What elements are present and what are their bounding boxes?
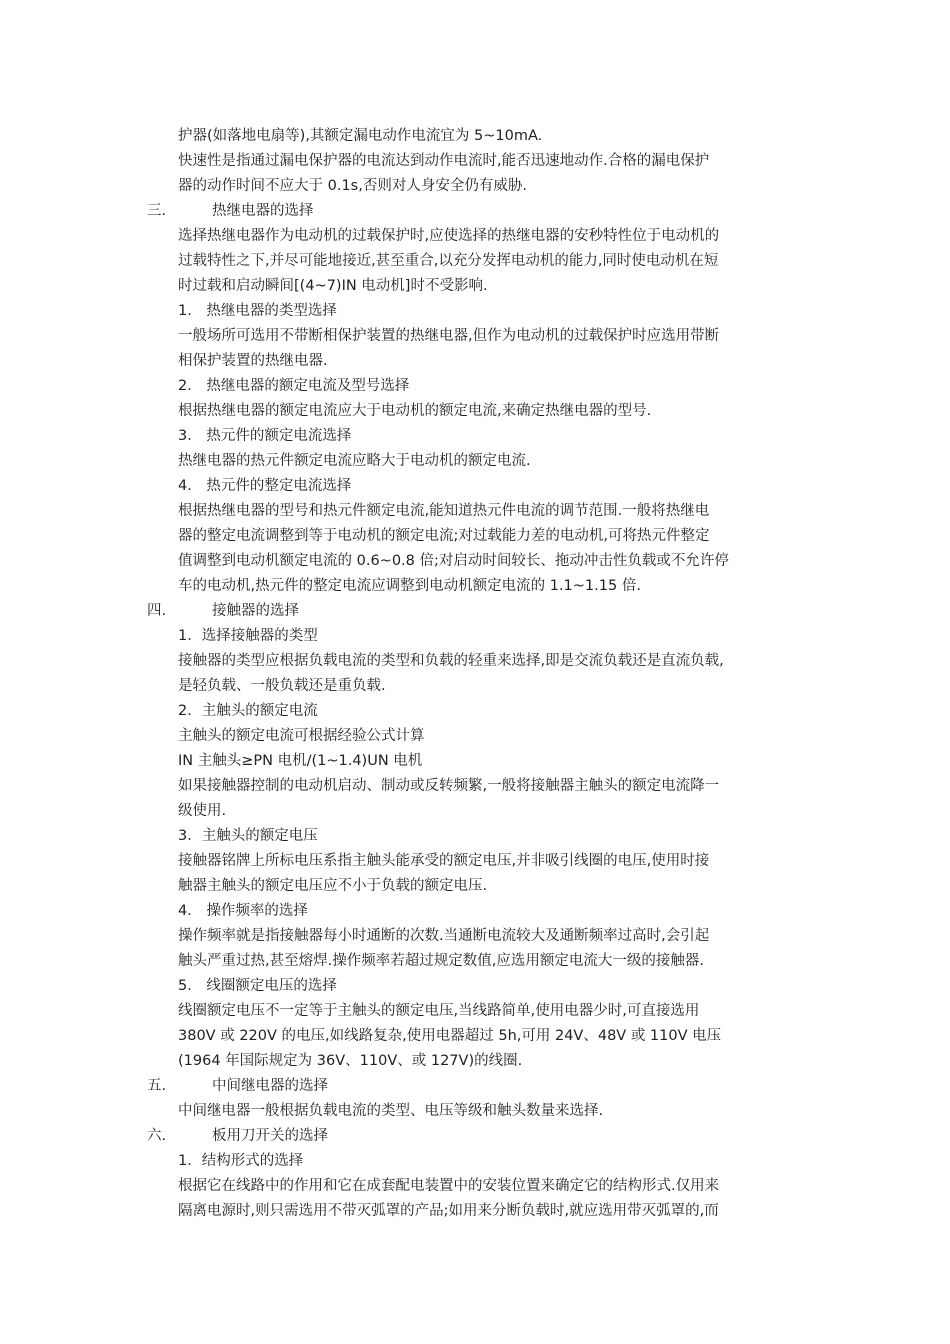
paragraph-line: 值调整到电动机额定电流的 0.6~0.8 倍;对启动时间较长、拖动冲击性负载或不允许停 bbox=[178, 553, 729, 569]
paragraph-line: 触器主触头的额定电压应不小于负载的额定电压. bbox=[178, 878, 488, 894]
paragraph-line: 相保护装置的热继电器. bbox=[178, 353, 328, 369]
paragraph-line: 根据热继电器的型号和热元件额定电流,能知道热元件电流的调节范围.一般将热继电 bbox=[178, 503, 710, 519]
section-title: 接触器的选择 bbox=[212, 603, 299, 619]
paragraph-line: 护器(如落地电扇等),其额定漏电动作电流宜为 5~10mA. bbox=[178, 128, 543, 144]
section-heading-5 bbox=[0, 1074, 950, 1099]
paragraph-line: 车的电动机,热元件的整定电流应调整到电动机额定电流的 1.1~1.15 倍. bbox=[178, 578, 641, 594]
formula-line: IN 主触头≥PN 电机/(1~1.4)UN 电机 bbox=[178, 753, 423, 769]
paragraph-line: 过载特性之下,并尽可能地接近,甚至重合,以充分发挥电动机的能力,同时使电动机在短 bbox=[178, 253, 719, 269]
section-number: 六. bbox=[147, 1128, 167, 1144]
paragraph-line: 主触头的额定电流可根据经验公式计算 bbox=[178, 728, 425, 744]
paragraph-line: 选择热继电器作为电动机的过载保护时,应使选择的热继电器的安秒特性位于电动机的 bbox=[178, 228, 720, 244]
paragraph-line: 器的整定电流调整到等于电动机的额定电流;对过载能力差的电动机,可将热元件整定 bbox=[178, 528, 710, 544]
section-heading-3 bbox=[0, 199, 950, 224]
paragraph-line: 触头严重过热,甚至熔焊.操作频率若超过规定数值,应选用额定电流大一级的接触器. bbox=[178, 953, 704, 969]
subheading-line: 4． 热元件的整定电流选择 bbox=[178, 478, 352, 494]
subheading-line: 1．选择接触器的类型 bbox=[178, 628, 318, 644]
section-heading-4 bbox=[0, 599, 950, 624]
paragraph-line: 线圈额定电压不一定等于主触头的额定电压,当线路简单,使用电器少时,可直接选用 bbox=[178, 1003, 700, 1019]
paragraph-line: 根据它在线路中的作用和它在成套配电装置中的安装位置来确定它的结构形式.仅用来 bbox=[178, 1178, 720, 1194]
section-heading-6 bbox=[0, 1124, 950, 1149]
section-title: 中间继电器的选择 bbox=[212, 1078, 328, 1094]
section-title: 板用刀开关的选择 bbox=[212, 1128, 328, 1144]
subheading-line: 2．主触头的额定电流 bbox=[178, 703, 318, 719]
subheading-line: 1． 热继电器的类型选择 bbox=[178, 303, 337, 319]
paragraph-line: 一般场所可选用不带断相保护装置的热继电器,但作为电动机的过载保护时应选用带断 bbox=[178, 328, 720, 344]
section-number: 四. bbox=[147, 603, 167, 619]
paragraph-line: 如果接触器控制的电动机启动、制动或反转频繁,一般将接触器主触头的额定电流降一 bbox=[178, 778, 720, 794]
paragraph-line: 380V 或 220V 的电压,如线路复杂,使用电器超过 5h,可用 24V、48V 或 110V 电压 bbox=[178, 1028, 722, 1044]
paragraph-line: 是轻负载、一般负载还是重负载. bbox=[178, 678, 386, 694]
section-number: 三. bbox=[147, 203, 167, 219]
paragraph-line: 接触器铭牌上所标电压系指主触头能承受的额定电压,并非吸引线圈的电压,使用时接 bbox=[178, 853, 710, 869]
subheading-line: 5． 线圈额定电压的选择 bbox=[178, 978, 337, 994]
paragraph-line: 快速性是指通过漏电保护器的电流达到动作电流时,能否迅速地动作.合格的漏电保护 bbox=[178, 153, 710, 169]
paragraph-line: 操作频率就是指接触器每小时通断的次数.当通断电流较大及通断频率过高时,会引起 bbox=[178, 928, 710, 944]
subheading-line: 1．结构形式的选择 bbox=[178, 1153, 304, 1169]
paragraph-line: 隔离电源时,则只需选用不带灭弧罩的产品;如用来分断负载时,就应选用带灭弧罩的,而 bbox=[178, 1203, 719, 1219]
paragraph-line: 级使用. bbox=[178, 803, 227, 819]
section-title: 热继电器的选择 bbox=[212, 203, 314, 219]
subheading-line: 4． 操作频率的选择 bbox=[178, 903, 308, 919]
subheading-line: 2． 热继电器的额定电流及型号选择 bbox=[178, 378, 410, 394]
paragraph-line: 中间继电器一般根据负载电流的类型、电压等级和触头数量来选择. bbox=[178, 1103, 604, 1119]
subheading-line: 3．主触头的额定电压 bbox=[178, 828, 318, 844]
subheading-line: 3． 热元件的额定电流选择 bbox=[178, 428, 352, 444]
paragraph-line: 热继电器的热元件额定电流应略大于电动机的额定电流. bbox=[178, 453, 531, 469]
paragraph-line: (1964 年国际规定为 36V、110V、或 127V)的线圈. bbox=[178, 1053, 523, 1069]
paragraph-line: 器的动作时间不应大于 0.1s,否则对人身安全仍有威胁. bbox=[178, 178, 527, 194]
paragraph-line: 时过载和启动瞬间[(4~7)IN 电动机]时不受影响. bbox=[178, 278, 488, 294]
paragraph-line: 根据热继电器的额定电流应大于电动机的额定电流,来确定热继电器的型号. bbox=[178, 403, 652, 419]
section-number: 五. bbox=[147, 1078, 167, 1094]
paragraph-line: 接触器的类型应根据负载电流的类型和负载的轻重来选择,即是交流负载还是直流负载, bbox=[178, 653, 724, 669]
